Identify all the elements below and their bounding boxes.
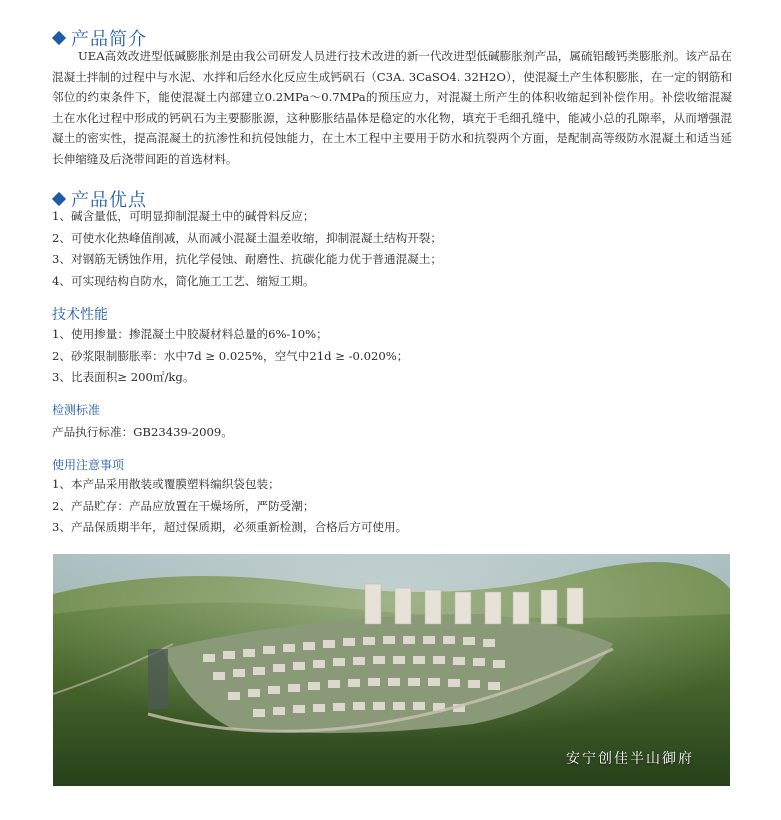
intro-paragraph: UEA高效改进型低碱膨胀剂是由我公司研发人员进行技术改进的新一代改进型低碱膨胀剂产品，属硫铝酸钙类膨胀剂。该产品在混凝土拌制的过程中与水泥、水拌和后经水化反应生成钙矾石（C3A. 3CaSO4. 32H2O），使混凝土产生体积膨胀，在一定的钢筋和邻位的约束条件下，能使混凝土内部建立0.2MPa～0.7MPa的预压应力，对混凝土所产生的体积收缩起到补偿作用。补偿收缩混凝土在水化过程中形成的钙矾石为主要膨胀源，这种膨胀结晶体是稳定的水化物，填充于毛细孔缝中，能减小总的孔隙率，从而增强混凝土的密实性，提高混凝土的抗渗性和抗侵蚀能力，在土木工程中主要用于防水和抗裂两个方面，是配制高等级防水混凝土和适当延长伸缩缝及后浇带间距的首选材料。 xyxy=(52,49,732,166)
performance-heading: 技术性能 xyxy=(52,307,108,323)
list-item: 1、碱含量低，可明显抑制混凝土中的碱骨料反应； xyxy=(52,209,315,223)
list-item: 2、砂浆限制膨胀率：水中7d ≥ 0.025%，空气中21d ≥ -0.020%； xyxy=(52,348,409,363)
list-item: 4、可实现结构自防水，简化施工工艺、缩短工期。 xyxy=(52,273,315,288)
notes-heading: 使用注意事项 xyxy=(52,458,125,472)
intro-heading: 产品简介 xyxy=(52,25,147,51)
aerial-photo xyxy=(53,554,730,786)
advantages-heading: 产品优点 xyxy=(52,186,147,212)
performance-list xyxy=(52,324,732,389)
notes-list xyxy=(52,474,732,539)
advantages-list xyxy=(52,206,732,292)
list-item: 2、产品贮存：产品应放置在干燥场所，严防受潮； xyxy=(52,498,315,513)
list-item: 1、使用掺量：掺混凝土中胶凝材料总量的6%-10%； xyxy=(52,327,328,341)
standard-text-block xyxy=(52,422,732,444)
list-item: 2、可使水化热峰值削减，从而减小混凝土温差收缩，抑制混凝土结构开裂； xyxy=(52,230,442,245)
list-item: 3、对钢筋无锈蚀作用，抗化学侵蚀、耐磨性、抗碳化能力优于普通混凝土； xyxy=(52,252,442,266)
list-item: 1、本产品采用散装或覆膜塑料编织袋包装； xyxy=(52,477,280,491)
diamond-bullet-icon xyxy=(52,31,66,45)
photo-caption: 安宁创佳半山御府 xyxy=(566,751,694,767)
list-item: 3、产品保质期半年，超过保质期，必须重新检测，合格后方可使用。 xyxy=(52,520,408,534)
diamond-bullet-icon xyxy=(52,192,66,206)
standard-heading: 检测标准 xyxy=(52,403,101,417)
list-item: 3、比表面积≥ 200㎡/kg。 xyxy=(52,370,195,384)
standard-text: 产品执行标准：GB23439-2009。 xyxy=(52,425,233,439)
